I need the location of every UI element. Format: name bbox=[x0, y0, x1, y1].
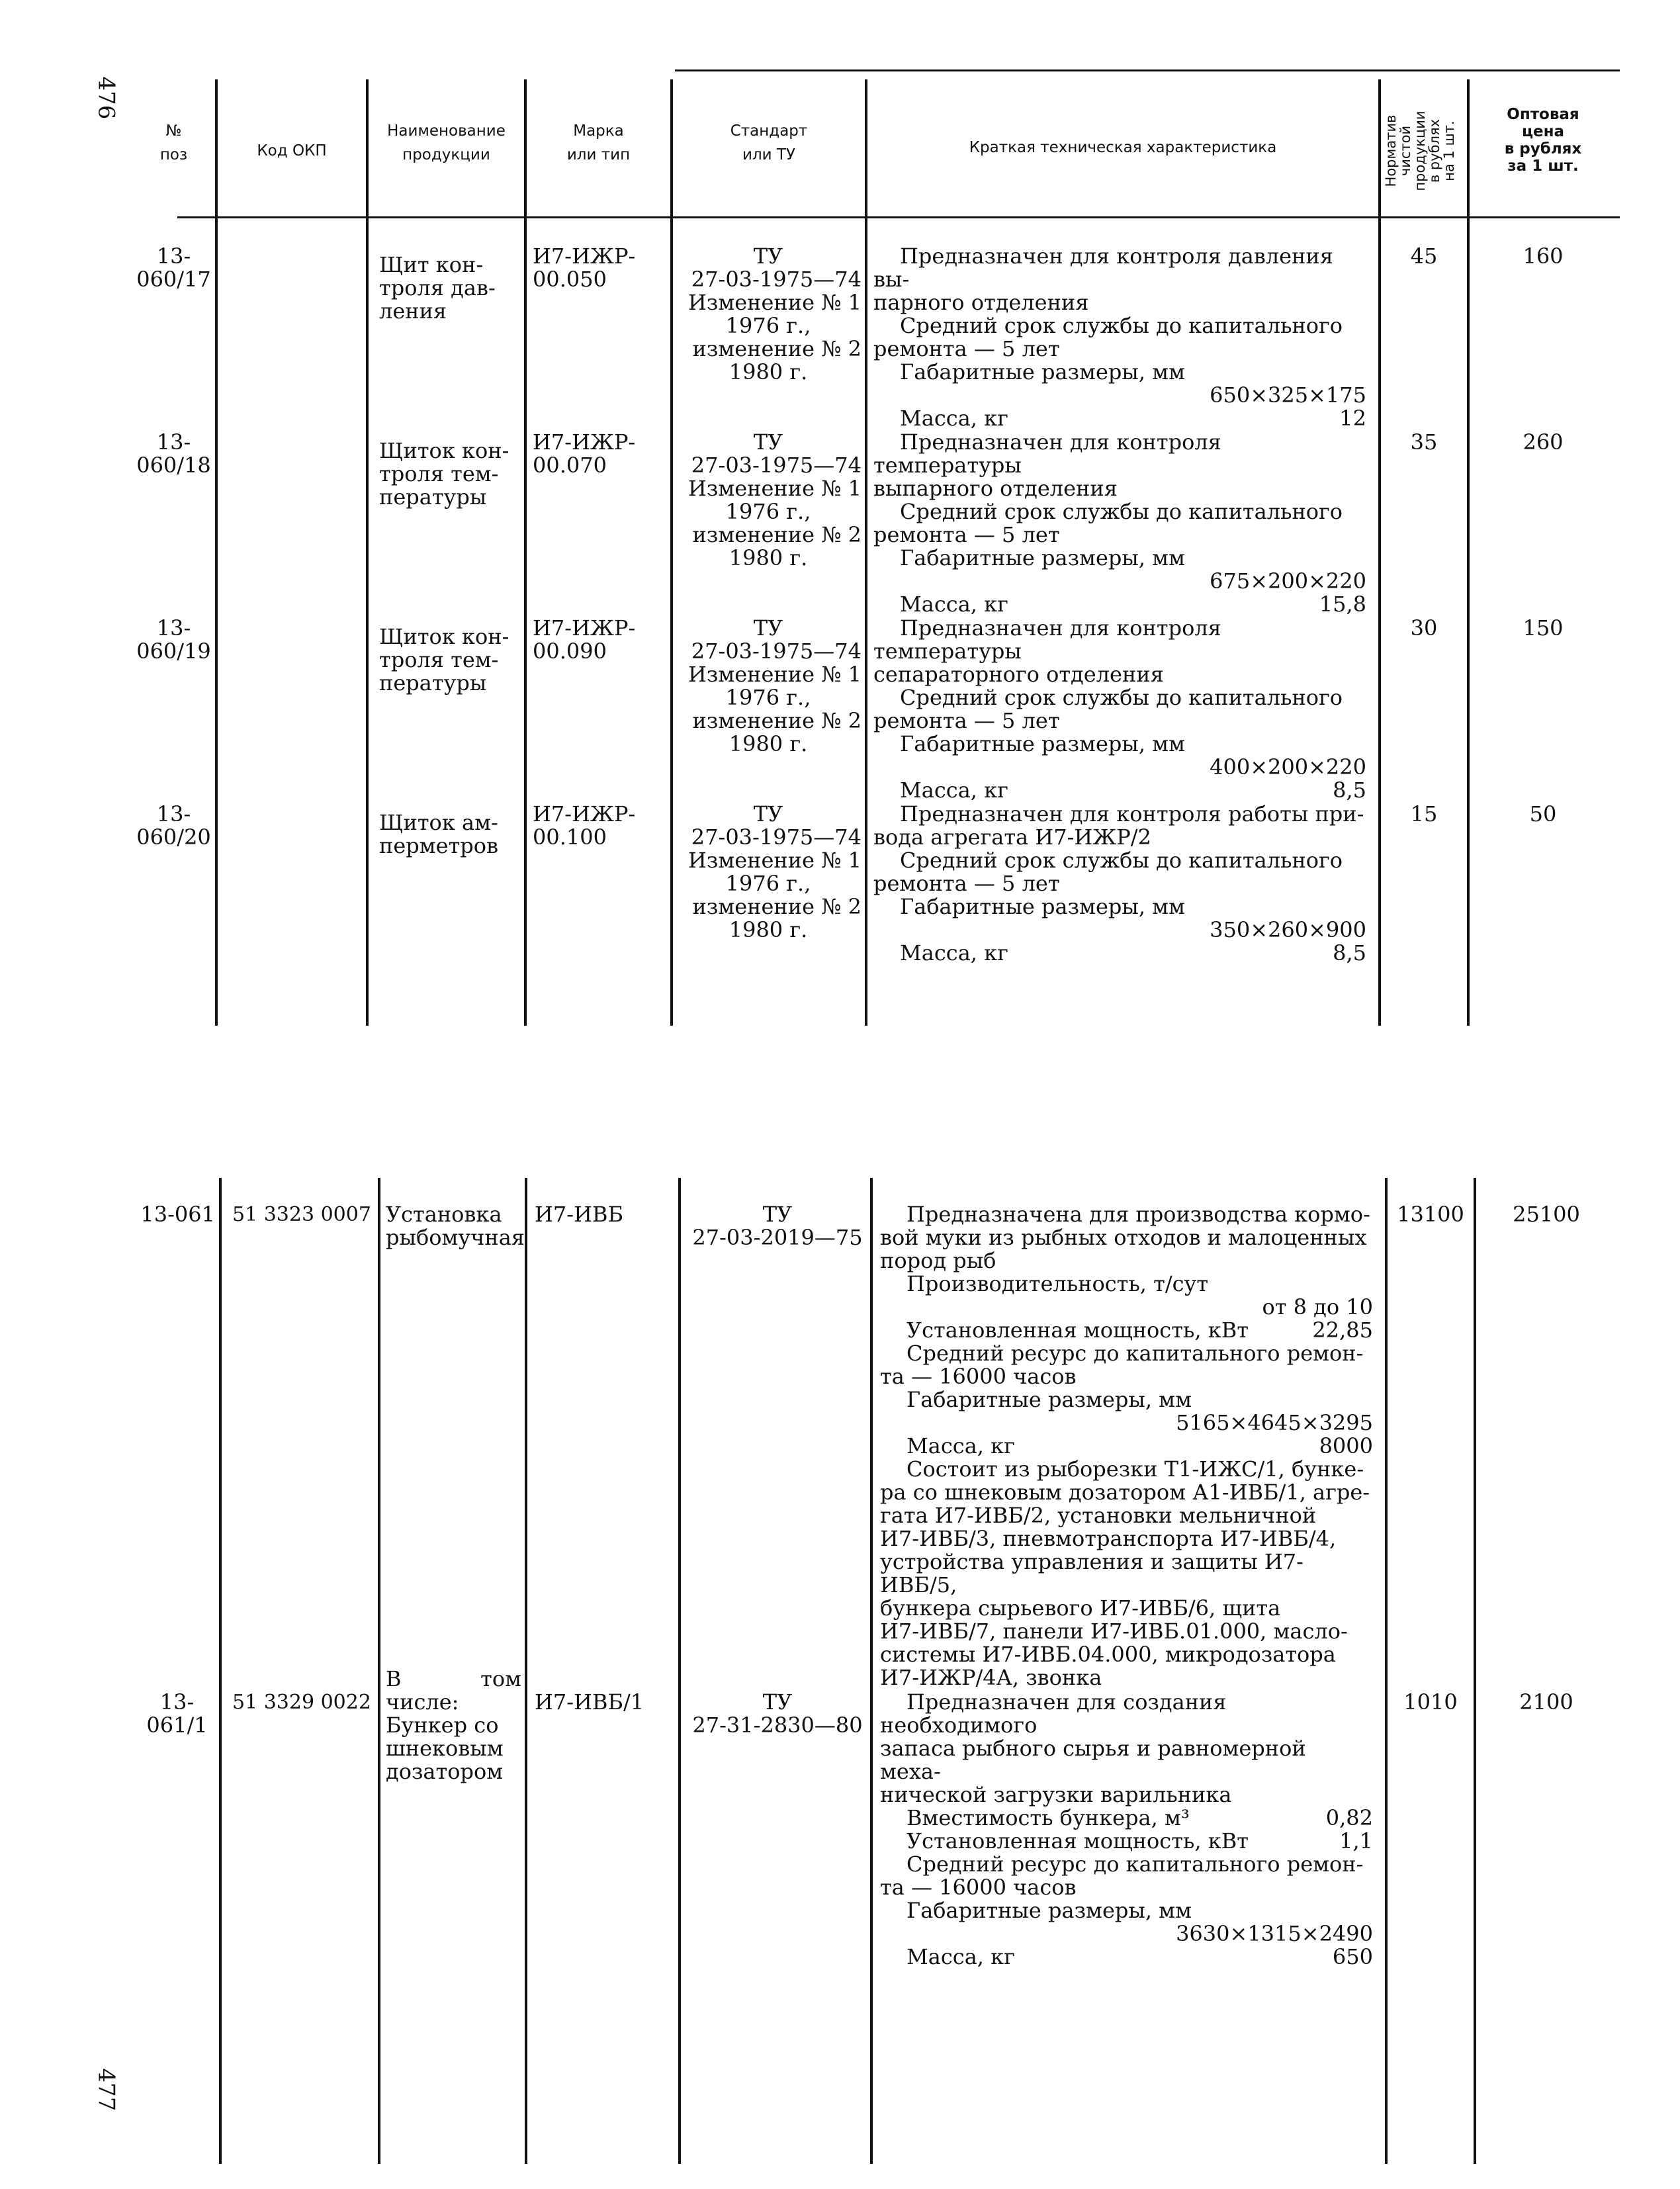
header-okp: Код ОКП bbox=[257, 142, 327, 159]
price-cell: 160 bbox=[1523, 244, 1564, 269]
pos-cell: 13-061 bbox=[140, 1202, 215, 1227]
pos-cell: 13- 061/1 bbox=[146, 1689, 208, 1738]
norm-cell: 1010 bbox=[1403, 1689, 1458, 1715]
norm-cell: 45 bbox=[1410, 244, 1438, 269]
name-cell: Установка рыбомучная bbox=[386, 1202, 525, 1250]
description-cell: Предназначен для контроля работы при- вода агрегата И7-ИЖР/2 Средний срок службы до капитального ремонта — 5 лет Габаритные размеры, мм 350×260×900 Масса, кг 8,5 bbox=[873, 801, 1366, 965]
header-mark: Марка или тип bbox=[566, 122, 631, 163]
name-cell: Щиток кон- троля тем- пературы bbox=[379, 438, 509, 510]
mark-cell: И7-ИВБ bbox=[535, 1202, 624, 1227]
header-name: Наименование продукции bbox=[387, 122, 506, 163]
column-divider bbox=[378, 1178, 380, 2164]
mark-cell: И7-ИВБ/1 bbox=[535, 1689, 644, 1715]
pos-cell: 13- 060/19 bbox=[136, 615, 211, 664]
column-divider bbox=[219, 1178, 222, 2164]
standard-cell: ТУ 27-03-1975—74 Изменение № 1 1976 г., изменение № 2 1980 г. bbox=[687, 615, 862, 756]
okp-cell: 51 3323 0007 bbox=[232, 1203, 371, 1226]
pos-cell: 13- 060/18 bbox=[136, 429, 211, 478]
column-divider bbox=[215, 79, 218, 1026]
pos-cell: 13- 060/17 bbox=[136, 244, 211, 292]
header-norm: Норматив чистой продукции в рублях на 1 шт. bbox=[1383, 111, 1457, 191]
column-divider bbox=[1378, 79, 1381, 1026]
column-divider bbox=[1467, 79, 1470, 1026]
standard-cell: ТУ 27-03-1975—74 Изменение № 1 1976 г., изменение № 2 1980 г. bbox=[687, 429, 862, 570]
description-cell: Предназначена для производства кормо- вой муки из рыбных отходов и малоценных пород рыб Производительность, т/сут от 8 до 10 Установленная мощность, кВт 22,85 Средний ресурс до капитального ремон- та — 16000 часов Габаритные размеры, мм 5165×4645×3295 Масса, кг 8000 Состоит из рыборезки Т1-ИЖС/1, бунке- ра со шнековым дозатором А1-ИВБ/1, агре- гата И7-ИВБ/2, установки мельничной И7-ИВБ/3, пневмотранспорта И7-ИВБ/4, устройства управления и защиты И7-ИВБ/5, бункера сырьевого И7-ИВБ/6, щита И7-ИВБ/7, панели И7-ИВБ.01.000, масло- системы И7-ИВБ.04.000, микродозатора И7-ИЖР/4А, звонка bbox=[880, 1202, 1373, 1690]
standard-cell: ТУ 27-03-1975—74 Изменение № 1 1976 г., изменение № 2 1980 г. bbox=[687, 244, 862, 384]
mark-cell: И7-ИЖР- 00.100 bbox=[533, 801, 636, 850]
column-divider bbox=[670, 79, 673, 1026]
header-standard: Стандарт или ТУ bbox=[730, 122, 808, 163]
column-divider bbox=[525, 1178, 527, 2164]
column-divider bbox=[524, 79, 527, 1026]
norm-cell: 35 bbox=[1410, 429, 1438, 455]
column-divider bbox=[865, 79, 867, 1026]
page-number-top: 476 bbox=[93, 76, 120, 120]
okp-cell: 51 3329 0022 bbox=[232, 1691, 371, 1714]
header-price: Оптовая цена в рублях за 1 шт. bbox=[1504, 106, 1582, 175]
norm-cell: 30 bbox=[1410, 615, 1438, 641]
column-divider bbox=[870, 1178, 873, 2164]
description-cell: Предназначен для создания необходимого запаса рыбного сырья и равномерной меха- нической загрузки варильника Вместимость бункера, м³ 0,82 Установленная мощность, кВт 1,1 Средний ресурс до капитального ремон- та — 16000 часов Габаритные размеры, мм 3630×1315×2490 Масса, кг 650 bbox=[880, 1689, 1373, 1969]
norm-cell: 15 bbox=[1410, 801, 1438, 826]
price-cell: 150 bbox=[1523, 615, 1564, 641]
header-top-rule bbox=[675, 69, 1620, 71]
description-cell: Предназначен для контроля давления вы- парного отделения Средний срок службы до капитального ремонта — 5 лет Габаритные размеры, мм 650×325×175 Масса, кг 12 bbox=[873, 244, 1366, 431]
price-cell: 50 bbox=[1529, 801, 1557, 826]
price-cell: 25100 bbox=[1513, 1202, 1580, 1227]
mark-cell: И7-ИЖР- 00.070 bbox=[533, 429, 636, 478]
standard-cell: ТУ 27-31-2830—80 bbox=[692, 1689, 863, 1738]
description-cell: Предназначен для контроля температуры выпарного отделения Средний срок службы до капитального ремонта — 5 лет Габаритные размеры, мм 675×200×220 Масса, кг 15,8 bbox=[873, 429, 1366, 617]
column-divider bbox=[366, 79, 369, 1026]
norm-cell: 13100 bbox=[1397, 1202, 1464, 1227]
name-cell: В том числе: Бункер со шнековым дозатором bbox=[386, 1666, 521, 1784]
price-cell: 2100 bbox=[1519, 1689, 1573, 1715]
pos-cell: 13- 060/20 bbox=[136, 801, 211, 850]
standard-cell: ТУ 27-03-2019—75 bbox=[692, 1202, 863, 1250]
name-cell: Щиток кон- троля тем- пературы bbox=[379, 624, 509, 695]
standard-cell: ТУ 27-03-1975—74 Изменение № 1 1976 г., изменение № 2 1980 г. bbox=[687, 801, 862, 942]
header-pos: № поз bbox=[159, 122, 188, 163]
mark-cell: И7-ИЖР- 00.050 bbox=[533, 244, 636, 292]
description-cell: Предназначен для контроля температуры сепараторного отделения Средний срок службы до капитального ремонта — 5 лет Габаритные размеры, мм 400×200×220 Масса, кг 8,5 bbox=[873, 615, 1366, 803]
name-cell: Щиток ам- перметров bbox=[379, 810, 499, 858]
mark-cell: И7-ИЖР- 00.090 bbox=[533, 615, 636, 664]
column-divider bbox=[1474, 1178, 1476, 2164]
price-cell: 260 bbox=[1523, 429, 1564, 455]
name-cell: Щит кон- троля дав- ления bbox=[379, 252, 496, 324]
column-divider bbox=[678, 1178, 681, 2164]
page-number-bottom: 477 bbox=[93, 2068, 120, 2112]
column-divider bbox=[1385, 1178, 1388, 2164]
header-description: Краткая техническая характеристика bbox=[969, 139, 1277, 156]
